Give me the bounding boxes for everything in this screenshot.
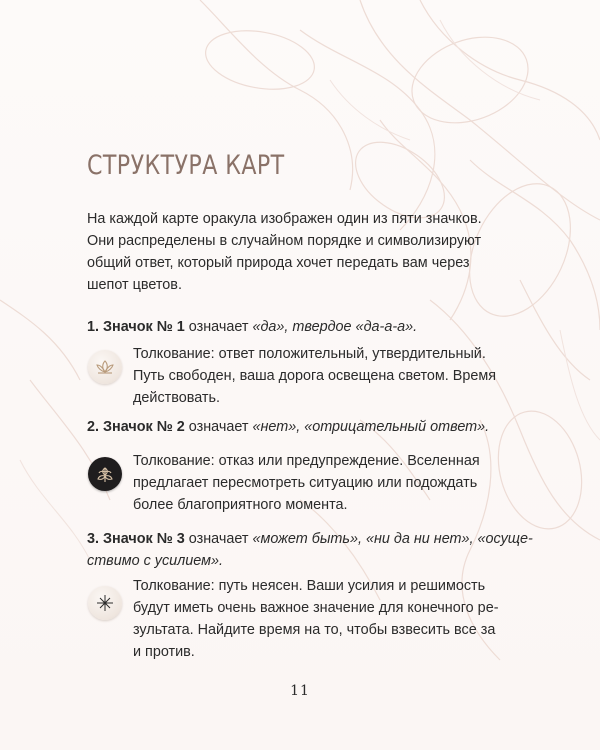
sign-2-means: означает	[188, 419, 249, 435]
sign-3-heading-line-2	[87, 550, 507, 572]
interpretation-line: Толкование: ответ положительный, утвердительный.	[133, 346, 486, 362]
sign-1-means: означает	[188, 319, 249, 335]
sign-3-heading	[87, 528, 533, 572]
sign-3-heading-line-1	[87, 528, 533, 550]
sign-1-label: 1. Значок № 1	[87, 319, 185, 335]
interpretation-line: предлагает пересмотреть ситуацию или подождать	[133, 475, 478, 491]
intro-line: общий ответ, который природа хочет передать вам через	[87, 255, 470, 271]
intro-line: Они распределены в случайном порядке и символизируют	[87, 233, 482, 249]
page-title: СТРУКТУРА КАРТ	[87, 150, 285, 181]
sign-3-meaning: «может быть», «ни да ни нет», «осуще-	[252, 531, 533, 547]
sign-2-meaning: «нет», «отрицательный ответ».	[252, 419, 490, 435]
sign-3-label: 3. Значок № 3	[87, 531, 185, 547]
interpretation-line: и против.	[133, 644, 195, 660]
interpretation-line: зультата. Найдите время на то, чтобы взвесить все за	[133, 622, 496, 638]
sign-2-label: 2. Значок № 2	[87, 419, 185, 435]
interpretation-line: будут иметь очень важное значение для конечного ре-	[133, 600, 499, 616]
interpretation-line: более благоприятного момента.	[133, 497, 348, 513]
sign-1-meaning: «да», твердое «да-а-а».	[252, 319, 418, 335]
sign-3-means: означает	[188, 531, 249, 547]
interpretation-line: Толкование: отказ или предупреждение. Вселенная	[133, 453, 480, 469]
sign-1-interpretation	[133, 343, 513, 409]
star-burst-icon	[88, 586, 122, 620]
interpretation-line: Путь свободен, ваша дорога освещена светом. Время	[133, 368, 497, 384]
sign-2-heading	[87, 416, 507, 438]
sign-2-interpretation	[133, 450, 513, 516]
sign-3-meaning-cont: ствимо с усилием».	[87, 553, 223, 569]
leaf-sprout-icon	[88, 457, 122, 491]
intro-line: На каждой карте оракула изображен один из пяти значков.	[87, 211, 482, 227]
intro-paragraph	[87, 208, 507, 296]
sign-1-heading	[87, 316, 507, 338]
sign-3-interpretation	[133, 575, 513, 663]
lotus-icon	[88, 350, 122, 384]
page-number: 11	[290, 683, 310, 699]
interpretation-line: действовать.	[133, 390, 220, 406]
intro-line: шепот цветов.	[87, 277, 182, 293]
interpretation-line: Толкование: путь неясен. Ваши усилия и решимость	[133, 578, 486, 594]
